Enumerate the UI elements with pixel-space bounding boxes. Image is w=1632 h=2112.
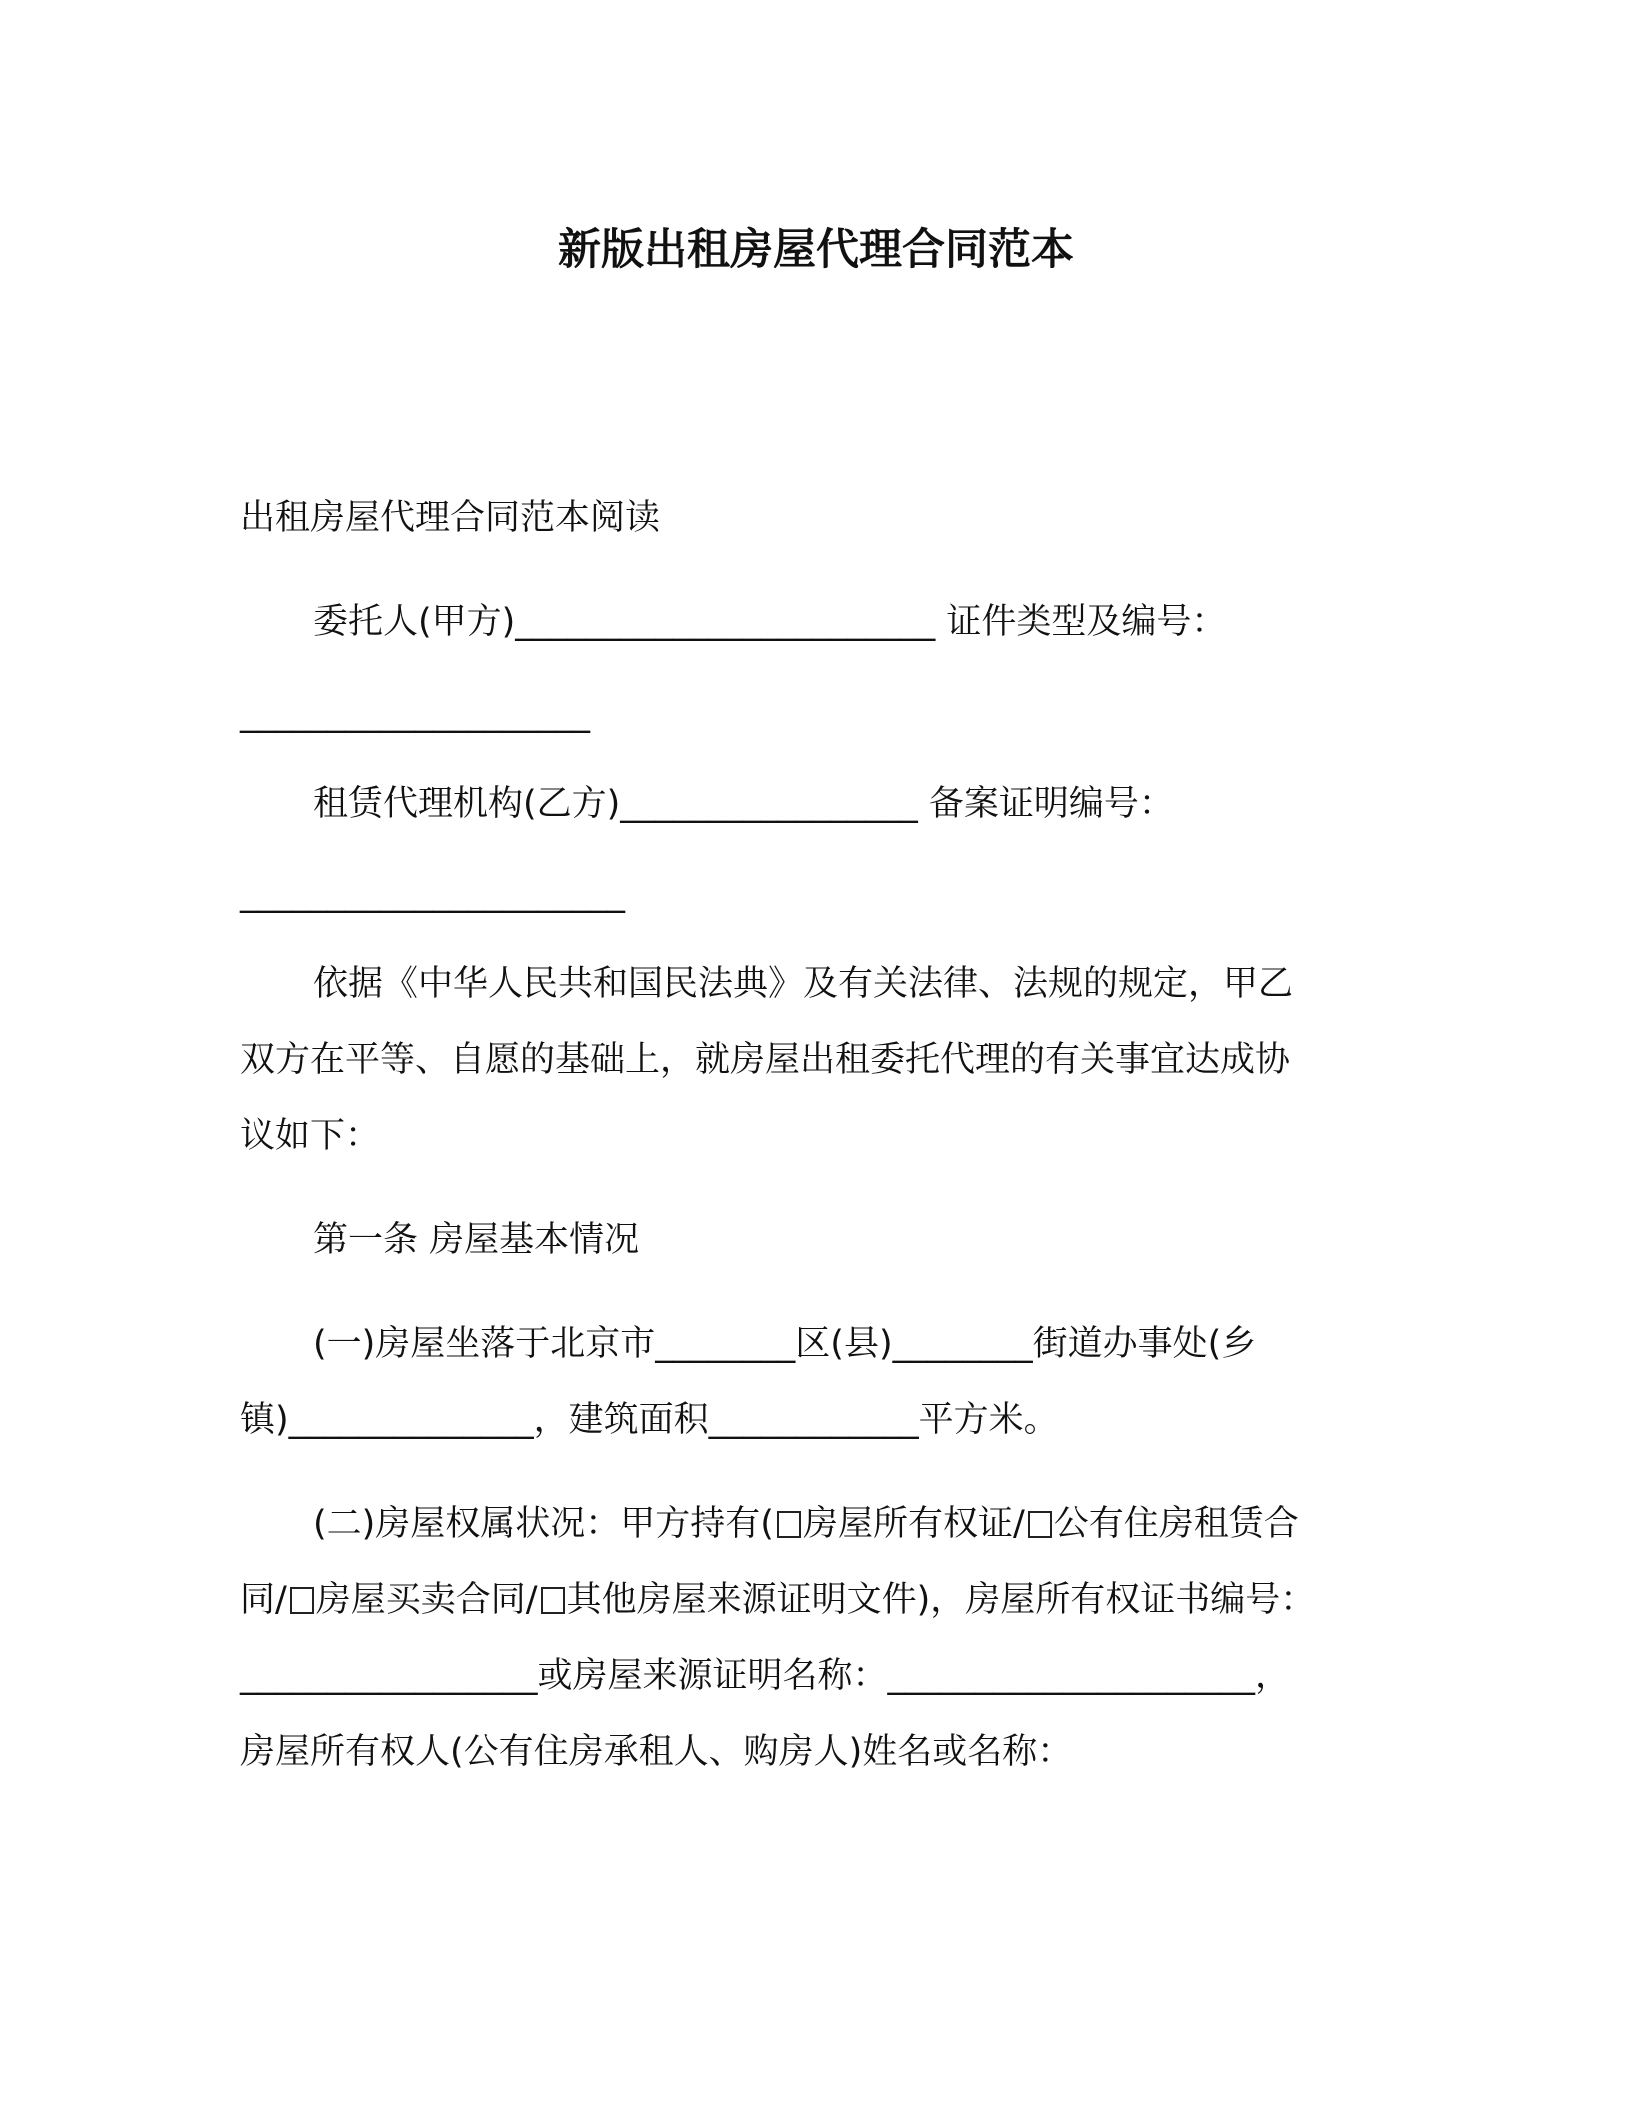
text-segment: 房屋所有权证/ bbox=[802, 1504, 1025, 1544]
text-segment: 同/ bbox=[240, 1580, 287, 1620]
preamble-line-3: 议如下： bbox=[240, 1116, 381, 1156]
text-segment: 房屋买卖合同/ bbox=[315, 1580, 538, 1620]
preamble-line-1: 依据《中华人民共和国民法典》及有关法律、法规的规定，甲乙 bbox=[313, 964, 1294, 1004]
article1-heading: 第一条 房屋基本情况 bbox=[313, 1220, 640, 1260]
document-title: 新版出租房屋代理合同范本 bbox=[558, 225, 1074, 275]
document-subtitle: 出租房屋代理合同范本阅读 bbox=[240, 498, 661, 538]
party-a-id-blank: ____________________ bbox=[240, 694, 590, 734]
text-segment: (二)房屋权属状况：甲方持有( bbox=[313, 1504, 774, 1544]
checkbox-icon bbox=[541, 1587, 565, 1614]
article1-item2-line-1 bbox=[313, 1500, 1299, 1548]
text-segment: 其他房屋来源证明文件)，房屋所有权证书编号： bbox=[566, 1580, 1316, 1620]
party-b-line: 租赁代理机构(乙方)_________________ 备案证明编号： bbox=[313, 784, 1174, 824]
party-b-id-blank: ______________________ bbox=[240, 874, 625, 914]
checkbox-icon bbox=[1028, 1511, 1052, 1538]
checkbox-icon bbox=[290, 1587, 314, 1614]
preamble-line-2: 双方在平等、自愿的基础上，就房屋出租委托代理的有关事宜达成协 bbox=[240, 1040, 1291, 1080]
article1-item2-line-3: _________________或房屋来源证明名称：_____________________， bbox=[240, 1656, 1291, 1696]
article1-item2-line-4: 房屋所有权人(公有住房承租人、购房人)姓名或名称： bbox=[240, 1732, 1073, 1772]
article1-item2-line-2 bbox=[240, 1576, 1315, 1624]
article1-item1-line-1: (一)房屋坐落于北京市________区(县)________街道办事处(乡 bbox=[313, 1324, 1257, 1364]
article1-item1-line-2: 镇)______________，建筑面积____________平方米。 bbox=[240, 1400, 1059, 1440]
checkbox-icon bbox=[777, 1511, 801, 1538]
text-segment: 公有住房租赁合 bbox=[1053, 1504, 1299, 1544]
party-a-line: 委托人(甲方)________________________ 证件类型及编号： bbox=[313, 602, 1227, 642]
